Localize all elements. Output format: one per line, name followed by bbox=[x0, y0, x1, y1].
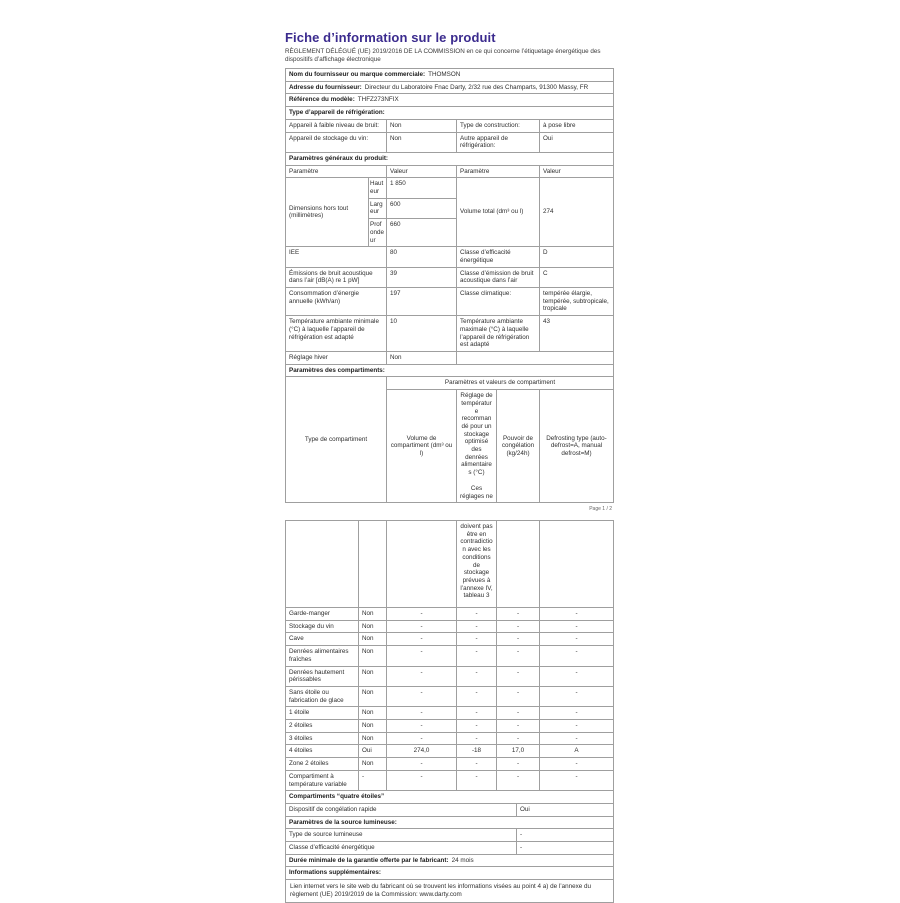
compartment-defrost-value: - bbox=[539, 608, 613, 620]
page-title: Fiche d’information sur le produit bbox=[285, 30, 496, 45]
fast-freeze-row bbox=[286, 803, 613, 816]
compartment-defrost-header: Defrosting type (auto-defrost=A, manual defrost=M) bbox=[539, 389, 613, 502]
compartment-present-value: Non bbox=[358, 687, 386, 706]
param-label: Appareil à faible niveau de bruit: bbox=[289, 121, 379, 129]
compartment-name: 4 étoiles bbox=[289, 747, 313, 755]
regulation-text: RÈGLEMENT DÉLÉGUÉ (UE) 2019/2016 DE LA COMMISSION en ce qui concerne l’étiquetage énergétique des dispositifs d’affichage électronique bbox=[285, 48, 601, 63]
compartment-row bbox=[286, 620, 613, 633]
volume-total-label: Volume total (dm³ ou l) bbox=[456, 178, 539, 246]
compartment-temp-value: - bbox=[456, 687, 496, 706]
width-label: Largeur bbox=[368, 198, 386, 218]
general-row-energy bbox=[286, 287, 613, 315]
product-info-table bbox=[285, 68, 614, 503]
compartment-present-value: Non bbox=[358, 733, 386, 745]
param-label: Émissions de bruit acoustique dans l’air [dB(A) re 1 pW] bbox=[289, 269, 373, 285]
model-reference-row bbox=[286, 93, 613, 106]
param-label: Dispositif de congélation rapide bbox=[289, 805, 377, 813]
compartment-name: Stockage du vin bbox=[289, 622, 334, 630]
height-label: Hauteur bbox=[368, 178, 386, 197]
page-1 bbox=[285, 30, 614, 512]
width-value: 600 bbox=[386, 198, 456, 218]
compartment-freeze-value: 17,0 bbox=[496, 745, 539, 757]
param-value: - bbox=[516, 842, 613, 854]
compartment-name: 2 étoiles bbox=[289, 722, 313, 730]
param-label: Classe climatique: bbox=[456, 288, 539, 315]
param-value: Non bbox=[386, 120, 456, 132]
compartment-name: 1 étoile bbox=[289, 709, 310, 717]
compartment-present-value: Non bbox=[358, 608, 386, 620]
dimensions-row bbox=[286, 177, 613, 246]
param-value: 197 bbox=[386, 288, 456, 315]
param-value: Oui bbox=[539, 133, 613, 152]
compartment-volume-value: - bbox=[386, 720, 456, 732]
compartment-name: Denrées alimentaires fraîches bbox=[289, 648, 349, 663]
compartment-freeze-value: - bbox=[496, 758, 539, 770]
supplier-address-label: Adresse du fournisseur: bbox=[289, 83, 362, 91]
compartment-row bbox=[286, 732, 613, 745]
compartment-defrost-value: - bbox=[539, 758, 613, 770]
warranty-label: Durée minimale de la garantie offerte par le fabricant: bbox=[289, 856, 449, 864]
additional-info-section-header: Informations supplémentaires: bbox=[286, 866, 613, 879]
temp-note-continuation-row bbox=[286, 521, 613, 607]
compartment-temp-value: - bbox=[456, 621, 496, 633]
compartment-freeze-header: Pouvoir de congélation (kg/24h) bbox=[496, 389, 539, 502]
compartment-row bbox=[286, 686, 613, 706]
compartment-temp-value: - bbox=[456, 720, 496, 732]
param-value: C bbox=[539, 268, 613, 287]
compartment-row bbox=[286, 666, 613, 686]
compartment-name: Denrées hautement périssables bbox=[289, 668, 345, 684]
compartment-volume-value: - bbox=[386, 733, 456, 745]
compartment-freeze-value: - bbox=[496, 733, 539, 745]
param-label: Type de source lumineuse bbox=[289, 831, 363, 839]
manufacturer-link-value: www.darty.com bbox=[419, 890, 462, 898]
light-source-type-row bbox=[286, 828, 613, 841]
compartment-temp-value: - bbox=[456, 707, 496, 719]
compartment-volume-value: 274,0 bbox=[386, 745, 456, 757]
page-2 bbox=[285, 520, 614, 903]
compartment-freeze-value: - bbox=[496, 646, 539, 665]
empty-cell bbox=[286, 521, 358, 607]
empty-cell bbox=[358, 521, 386, 607]
type-section-header: Type d’appareil de réfrigération: bbox=[286, 106, 613, 119]
compartment-row bbox=[286, 706, 613, 719]
compartment-volume-value: - bbox=[386, 646, 456, 665]
param-value: Non bbox=[386, 133, 456, 152]
compartment-present-value: Non bbox=[358, 720, 386, 732]
compartment-temp-value: - bbox=[456, 758, 496, 770]
type-row-2 bbox=[286, 132, 613, 152]
param-value: 10 bbox=[386, 316, 456, 351]
compartment-name: Zone 2 étoiles bbox=[289, 760, 329, 768]
general-section-header: Paramètres généraux du produit: bbox=[286, 152, 613, 165]
param-value: 39 bbox=[386, 268, 456, 287]
param-value: D bbox=[539, 247, 613, 266]
param-value: - bbox=[516, 829, 613, 841]
supplier-name-label: Nom du fournisseur ou marque commerciale: bbox=[289, 71, 426, 78]
param-label: Classe d’efficacité énergétique bbox=[289, 844, 375, 852]
empty-cell bbox=[456, 352, 613, 364]
param-label: IEE bbox=[289, 249, 300, 257]
param-value: Oui bbox=[516, 804, 613, 816]
compartment-temp-value: - bbox=[456, 771, 496, 790]
param-value: 80 bbox=[386, 247, 456, 266]
param-label: Classe d’émission de bruit acoustique dans l’air bbox=[456, 268, 539, 287]
compartment-defrost-value: - bbox=[539, 687, 613, 706]
compartment-type-header: Type de compartiment bbox=[304, 435, 368, 443]
param-value-header-row bbox=[286, 165, 613, 178]
compartment-row bbox=[286, 744, 613, 757]
compartment-freeze-value: - bbox=[496, 621, 539, 633]
compartment-present-value: - bbox=[358, 771, 386, 790]
compartment-temp-value: - bbox=[456, 667, 496, 686]
compartment-defrost-value: - bbox=[539, 633, 613, 645]
general-row-temperature bbox=[286, 315, 613, 351]
volume-total-value: 274 bbox=[539, 178, 613, 246]
compartment-volume-header: Volume de compartiment (dm³ ou l) bbox=[386, 389, 456, 502]
compartments-table-continued bbox=[285, 520, 614, 903]
supplier-name-value: THOMSON bbox=[428, 71, 461, 78]
four-star-section-header: Compartiments “quatre étoiles” bbox=[286, 790, 613, 803]
compartment-present-value: Non bbox=[358, 646, 386, 665]
compartment-row bbox=[286, 719, 613, 732]
general-row-iee bbox=[286, 246, 613, 266]
compartment-freeze-value: - bbox=[496, 667, 539, 686]
temp-note-continued: doivent pas être en contradiction avec les conditions de stockage prévues à l’annexe IV, tableau 3 bbox=[456, 521, 496, 607]
param-label: Réglage hiver bbox=[289, 353, 328, 361]
param-label: Type de construction: bbox=[456, 120, 539, 132]
compartment-freeze-value: - bbox=[496, 720, 539, 732]
manufacturer-link-row bbox=[286, 879, 613, 901]
compartment-defrost-value: - bbox=[539, 667, 613, 686]
compartment-present-value: Non bbox=[358, 621, 386, 633]
depth-label: Profondeur bbox=[368, 218, 386, 246]
general-row-winter bbox=[286, 351, 613, 364]
supplier-address-value: Directeur du Laboratoire Fnac Darty, 2/32 rue des Champarts, 91300 Massy, FR bbox=[364, 83, 589, 91]
compartment-volume-value: - bbox=[386, 621, 456, 633]
compartment-name: 3 étoiles bbox=[289, 734, 313, 742]
empty-cell bbox=[496, 521, 539, 607]
column-header: Paramètre bbox=[456, 166, 539, 178]
compartment-temp-header: Réglage de température recommandé pour un stockage optimisé des denrées alimentaires (°C) Ces réglages ne bbox=[456, 389, 496, 502]
compartment-defrost-value: - bbox=[539, 621, 613, 633]
param-label: Autre appareil de réfrigération: bbox=[456, 133, 539, 152]
height-value: 1 850 bbox=[386, 178, 456, 197]
compartment-temp-note: Ces réglages ne bbox=[460, 484, 493, 500]
compartment-name: Garde-manger bbox=[289, 610, 330, 617]
compartment-volume-value: - bbox=[386, 687, 456, 706]
compartment-defrost-value: - bbox=[539, 733, 613, 745]
compartment-freeze-value: - bbox=[496, 771, 539, 790]
compartment-row bbox=[286, 757, 613, 770]
compartment-present-value: Non bbox=[358, 667, 386, 686]
compartment-row bbox=[286, 632, 613, 645]
param-label: Appareil de stockage du vin: bbox=[289, 134, 369, 142]
warranty-row bbox=[286, 854, 613, 867]
empty-cell bbox=[386, 521, 456, 607]
compartments-table-header bbox=[286, 376, 613, 502]
light-source-class-row bbox=[286, 841, 613, 854]
compartments-section-header: Paramètres des compartiments: bbox=[286, 364, 613, 377]
compartment-rows bbox=[286, 607, 613, 790]
compartment-defrost-value: A bbox=[539, 745, 613, 757]
compartment-volume-value: - bbox=[386, 707, 456, 719]
compartment-volume-value: - bbox=[386, 667, 456, 686]
param-label: Température ambiante maximale (°C) à laquelle l’appareil de réfrigération est adapté bbox=[456, 316, 539, 351]
column-header: Valeur bbox=[539, 166, 613, 178]
compartment-temp-value: -18 bbox=[456, 745, 496, 757]
supplier-name-row bbox=[286, 69, 613, 81]
supplier-address-row bbox=[286, 81, 613, 94]
compartment-volume-value: - bbox=[386, 608, 456, 620]
compartment-freeze-value: - bbox=[496, 608, 539, 620]
compartment-present-value: Non bbox=[358, 758, 386, 770]
compartment-volume-value: - bbox=[386, 758, 456, 770]
compartment-defrost-value: - bbox=[539, 646, 613, 665]
warranty-value: 24 mois bbox=[451, 856, 474, 864]
compartment-name: Compartiment à température variable bbox=[289, 772, 347, 788]
compartment-volume-value: - bbox=[386, 771, 456, 790]
model-reference-label: Référence du modèle: bbox=[289, 96, 355, 104]
compartment-volume-value: - bbox=[386, 633, 456, 645]
compartment-present-value: Non bbox=[358, 633, 386, 645]
compartment-present-value: Non bbox=[358, 707, 386, 719]
param-label: Consommation d’énergie annuelle (kWh/an) bbox=[289, 290, 360, 305]
compartment-temp-value: - bbox=[456, 633, 496, 645]
compartment-freeze-value: - bbox=[496, 633, 539, 645]
param-value: 43 bbox=[539, 316, 613, 351]
general-row-noise bbox=[286, 267, 613, 287]
depth-value: 660 bbox=[386, 218, 456, 246]
compartment-row bbox=[286, 770, 613, 790]
param-value: à pose libre bbox=[539, 120, 613, 132]
param-label: Classe d’efficacité énergétique bbox=[456, 247, 539, 266]
compartment-temp-value: - bbox=[456, 733, 496, 745]
manufacturer-link-text: Lien internet vers le site web du fabricant où se trouvent les informations visées au point 4 a) de l’annexe du règlement (UE) 2019/2019 de la Commission: bbox=[290, 883, 592, 898]
compartment-name: Sans étoile ou fabrication de glace bbox=[289, 688, 344, 704]
compartment-defrost-value: - bbox=[539, 707, 613, 719]
light-source-section-header: Paramètres de la source lumineuse: bbox=[286, 816, 613, 829]
compartment-defrost-value: - bbox=[539, 720, 613, 732]
column-header: Paramètre bbox=[289, 167, 319, 175]
compartment-row bbox=[286, 607, 613, 620]
column-header: Valeur bbox=[386, 166, 456, 178]
compartment-span-header: Paramètres et valeurs de compartiment bbox=[386, 377, 613, 389]
compartment-temp-value: - bbox=[456, 646, 496, 665]
param-value: Non bbox=[386, 352, 456, 364]
compartment-name: Cave bbox=[289, 635, 304, 643]
compartment-freeze-value: - bbox=[496, 687, 539, 706]
param-value: tempérée élargie, tempérée, subtropicale, tropicale bbox=[539, 288, 613, 315]
compartment-present-value: Oui bbox=[358, 745, 386, 757]
param-label: Température ambiante minimale (°C) à laquelle l’appareil de réfrigération est adapté bbox=[289, 318, 379, 341]
model-reference-value: THFZ273NFIX bbox=[357, 96, 399, 104]
compartment-row bbox=[286, 645, 613, 665]
empty-cell bbox=[539, 521, 613, 607]
compartment-freeze-value: - bbox=[496, 707, 539, 719]
compartment-temp-value: - bbox=[456, 608, 496, 620]
dimensions-label: Dimensions hors tout (millimètres) bbox=[289, 204, 349, 220]
type-row-1 bbox=[286, 119, 613, 132]
page-number: Page 1 / 2 bbox=[589, 506, 612, 513]
compartment-defrost-value: - bbox=[539, 771, 613, 790]
